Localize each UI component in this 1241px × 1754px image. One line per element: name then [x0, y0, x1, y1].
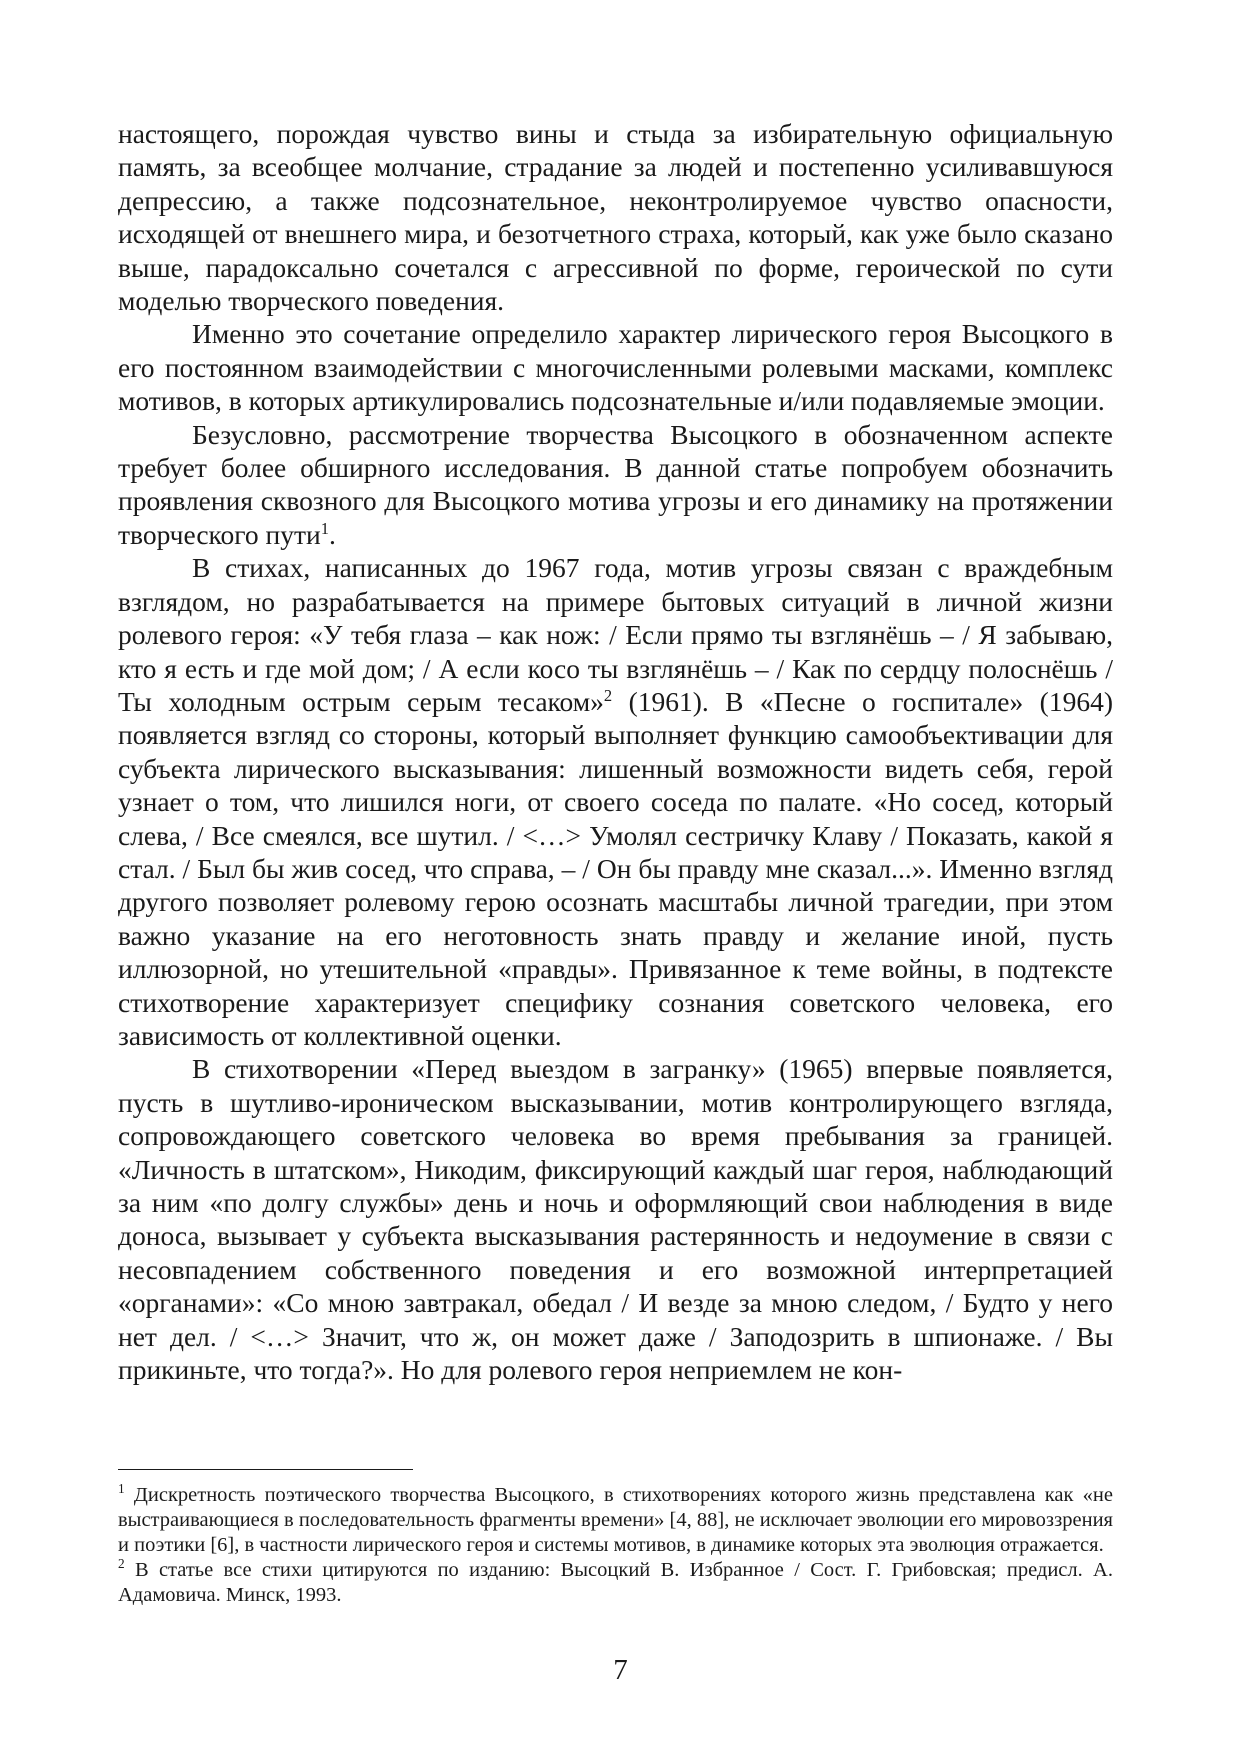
footnote-ref-1[interactable]: 1 [320, 518, 329, 538]
paragraph-continued: настоящего, порождая чувство вины и стыда за избирательную официальную память, за всеобщее молчание, страдание за людей и постепенно усиливавшуюся депрессию, а также подсознательное, неконтролируемое чувство опасности, исходящей от внешнего мира, и безотчетного страха, который, как уже было сказано выше, парадоксально сочетался с агрессивной по форме, героической по сути моделью творческого поведения. [118, 118, 1113, 317]
paragraph-text-end: (1961). В «Песне о госпитале» (1964) появляется взгляд со стороны, который выполняет функцию самообъективации для субъекта лирического высказывания: лишенный возможности видеть себя, герой узнает о том, что лишился ноги, от своего соседа по палате. «Но сосед, который слева, / Все смеялся, все шутил. / <…> Умолял сестричку Клаву / Показать, какой я стал. / Был бы жив сосед, что справа, – / Он бы правду мне сказал...». Именно взгляд другого позволяет ролевому герою осознать масштабы личной трагедии, при этом важно указание на его неготовность знать правду и желание иной, пусть иллюзорной, но утешительной «правды». Привязанное к теме войны, в подтексте стихотворение характеризует специфику сознания советского человека, его зависимость от коллективной оценки. [118, 685, 1113, 1051]
footnote-text: Дискретность поэтического творчества Высоцкого, в стихотворениях которого жизнь представлена как «не выстраивающиеся в последовательность фрагменты времени» [4, 88], не исключает эволюции его мировоззрения и поэтики [6], в частности лирического героя и системы мотивов, в динамике которых эта эволюция отражается. [118, 1484, 1113, 1556]
paragraph-early-poems [118, 551, 1113, 1052]
footnote-2 [118, 1558, 1113, 1608]
paragraph-abroad-poem: В стихотворении «Перед выездом в загранку» (1965) впервые появляется, пусть в шутливо-ироническом высказывании, мотив контролирующего взгляда, сопровождающего советского человека во время пребывания за границей. «Личность в штатском», Никодим, фиксирующий каждый шаг героя, наблюдающий за ним «по долгу службы» день и ночь и оформляющий свои наблюдения в виде доноса, вызывает у субъекта высказывания растерянность и недоумение в связи с несовпадением собственного поведения и его возможной интерпретацией «органами»: «Со мною завтракал, обедал / И везде за мною следом, / Будто у него нет дел. / <…> Значит, что ж, он может даже / Заподозрить в шпионаже. / Вы прикиньте, что тогда?». Но для ролевого героя неприемлем не кон- [118, 1053, 1113, 1386]
main-text [118, 117, 1113, 1386]
page-number: 7 [613, 1654, 628, 1686]
paragraph-lyrical-hero: Именно это сочетание определило характер лирического героя Высоцкого в его постоянном взаимодействии с многочисленными ролевыми масками, комплекс мотивов, в которых артикулировались подсознательные и/или подавляемые эмоции. [118, 318, 1113, 417]
footnote-ref-2[interactable]: 2 [603, 685, 613, 705]
footnote-1 [118, 1483, 1113, 1558]
footnotes [118, 1483, 1113, 1608]
paragraph-text-end: . [328, 518, 336, 550]
footnote-divider [118, 1469, 413, 1470]
footnote-number: 2 [118, 1556, 125, 1572]
footnote-text: В статье все стихи цитируются по изданию: Высоцкий В. Избранное / Сост. Г. Грибовская; предисл. А. Адамовича. Минск, 1993. [118, 1559, 1113, 1606]
paragraph-text: В стихах, написанных до 1967 года, мотив угрозы связан с враждебным взглядом, но разрабатывается на примере бытовых ситуаций в личной жизни ролевого героя: «У тебя глаза – как нож: / Если прямо ты взглянёшь – / Я забываю, кто я есть и где мой дом; / А если косо ты взглянёшь – / Как по сердцу полоснёшь / Ты холодным острым серым тесаком» [118, 552, 1113, 717]
footnote-number: 1 [118, 1481, 125, 1497]
paragraph-text: Безусловно, рассмотрение творчества Высоцкого в обозначенном аспекте требует более обширного исследования. В данной статье попробуем обозначить проявления сквозного для Высоцкого мотива угрозы и его динамику на протяжении творческого пути [118, 418, 1113, 550]
paragraph-research-aim [118, 418, 1113, 552]
